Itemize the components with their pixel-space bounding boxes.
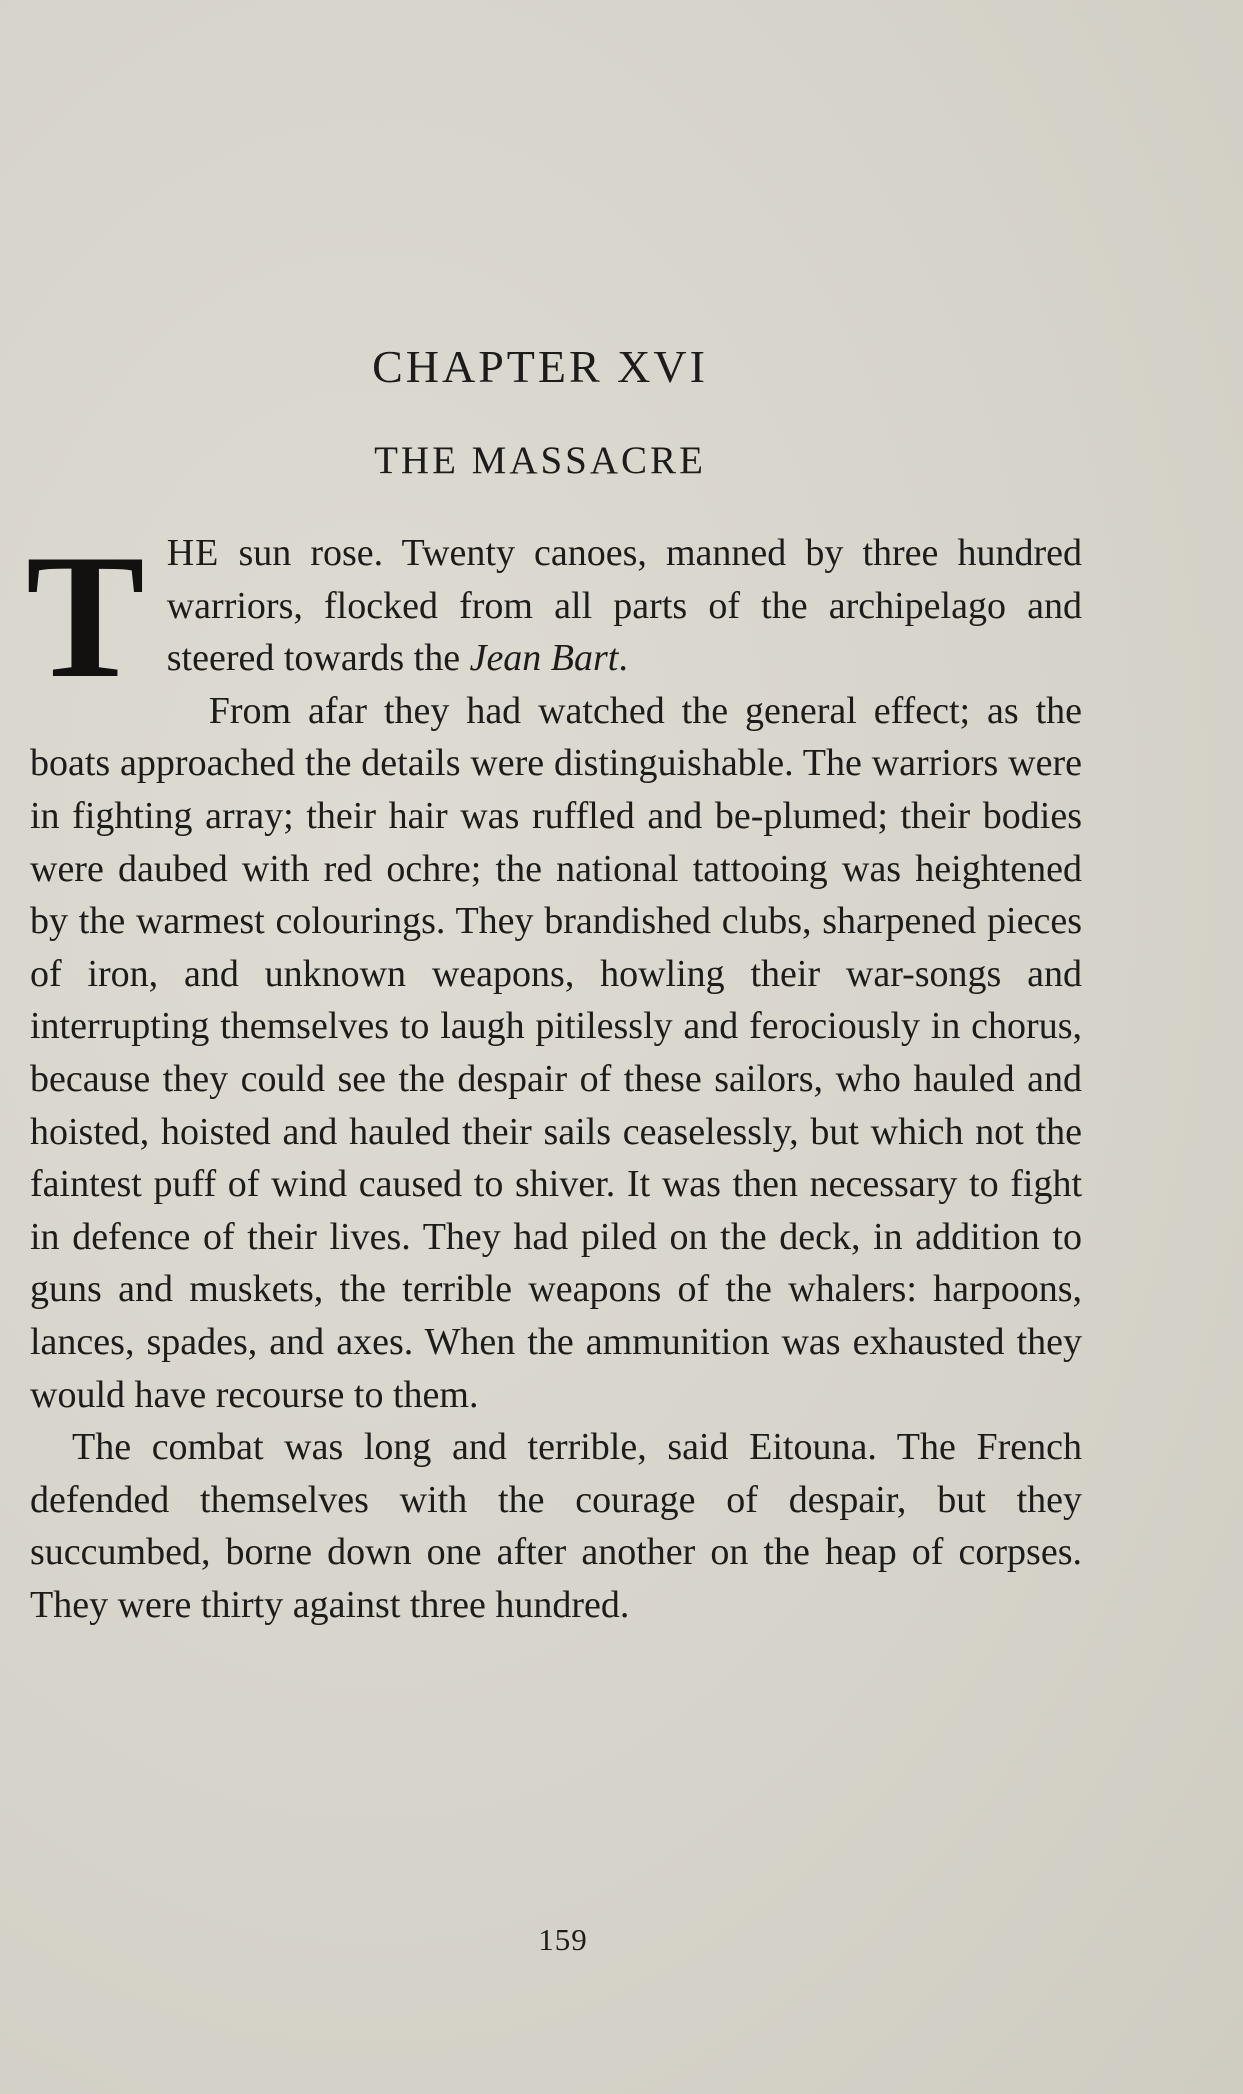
body-text (26, 517, 1082, 1631)
paragraph-3: The combat was long and terrible, said Eitouna. The French defended themselves with the courage of despair, but they succumbed, borne down one after another on the heap of corpses. They were thirty against three hundred. (30, 1426, 1082, 1626)
drop-cap: T (26, 517, 145, 715)
paragraph-1-end: . (618, 637, 628, 680)
page-number: 159 (538, 1922, 588, 1957)
paragraph-1 (26, 517, 1082, 715)
paragraph-2: From afar they had watched the general effect; as the boats approached the details were distinguishable. The warriors were in fighting array; their hair was ruffled and be-plumed; their bodies were daubed with red ochre; the national tattooing was heightened by the warmest colourings. They brandished clubs, sharpened pieces of iron, and unknown weapons, howling their war-songs and interrupting themselves to laugh pitilessly and ferociously in chorus, because they could see the despair of these sailors, who hauled and hoisted, hoisted and hauled their sails ceaselessly, but which not the faintest puff of wind caused to shiver. It was then necessary to fight in defence of their lives. They had piled on the deck, in addition to guns and muskets, the terrible weapons of the whalers: harpoons, lances, spades, and axes. When the ammunition was exhausted they would have recourse to them. (30, 689, 1082, 1416)
paragraph-1-text: sun rose. Twenty canoes, manned by three hundred warriors, flocked from all parts of the archipelago and steered towards the (166, 532, 1082, 680)
chapter-number: CHAPTER XVI (372, 341, 708, 392)
ship-name: Jean Bart (469, 637, 619, 680)
chapter-title: THE MASSACRE (374, 439, 706, 482)
first-word-rest: HE (166, 532, 220, 574)
